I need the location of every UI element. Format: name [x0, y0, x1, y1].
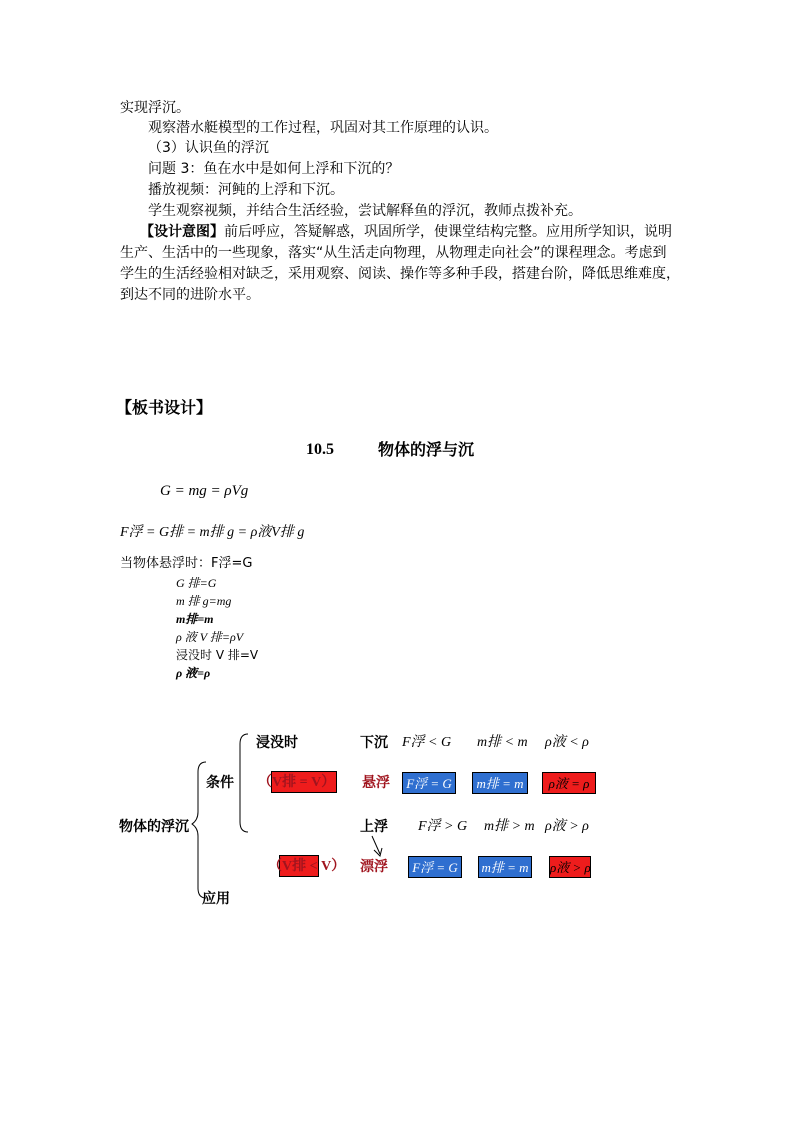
paragraph-line: 到达不同的进阶水平。	[120, 287, 260, 303]
rise-density: ρ液 > ρ	[545, 819, 589, 834]
paragraph-line: 实现浮沉。	[120, 100, 190, 116]
derivation-step: G 排=G	[176, 576, 217, 590]
derivation-step: m排=m	[176, 612, 214, 626]
section-title: 【板书设计】	[116, 398, 213, 417]
state-float: 漂浮	[360, 859, 388, 875]
condition-label: 条件	[206, 775, 234, 791]
formula-buoyancy: F浮 = G排 = m排 g = ρ液V排 g	[120, 525, 305, 540]
design-intent-text: 前后呼应，答疑解惑，巩固所学，使课堂结构完整。应用所学知识，说明	[224, 224, 672, 240]
derivation-step: ρ 液 V 排=ρV	[176, 630, 244, 644]
condition-equal-text: （V排 = V）	[258, 775, 336, 790]
immersed-label: 浸没时	[256, 735, 298, 751]
state-suspend: 悬浮	[362, 775, 390, 791]
derivation-step: m 排 g=mg	[176, 594, 232, 608]
derivation-step: ρ 液=ρ	[176, 666, 211, 680]
paragraph-line: 播放视频：河鲀的上浮和下沉。	[148, 182, 344, 198]
suspend-intro: 当物体悬浮时：F浮=G	[120, 556, 253, 571]
state-rise: 上浮	[360, 819, 388, 835]
rise-mass: m排 > m	[484, 819, 535, 834]
float-density: ρ液 > ρ	[549, 856, 591, 878]
lesson-number: 10.5	[306, 441, 334, 458]
paragraph-line: 学生观察视频，并结合生活经验，尝试解释鱼的浮沉，教师点拨补充。	[148, 203, 582, 219]
application-label: 应用	[202, 891, 230, 907]
sink-force: F浮 < G	[402, 735, 452, 750]
suspend-force: F浮 = G	[402, 772, 456, 794]
sink-mass: m排 < m	[477, 735, 528, 750]
sink-density: ρ液 < ρ	[545, 735, 589, 750]
condition-less	[268, 856, 345, 877]
formula-gravity: G = mg = ρVg	[160, 483, 249, 499]
float-mass: m排 = m	[478, 856, 532, 878]
paragraph-line: 学生的生活经验相对缺乏，采用观察、阅读、操作等多种手段，搭建台阶，降低思维难度，	[120, 266, 680, 282]
lesson-title: 物体的浮与沉	[378, 440, 475, 459]
paragraph-line: 生产、生活中的一些现象，落实“从生活走向物理，从物理走向社会”的课程理念。考虑到	[120, 245, 667, 261]
float-force: F浮 = G	[408, 856, 462, 878]
design-intent-tag: 【设计意图】	[140, 224, 224, 240]
paragraph-line: 问题 3：鱼在水中是如何上浮和下沉的？	[148, 161, 400, 177]
suspend-mass: m排 = m	[472, 772, 528, 794]
paragraph-line: （3）认识鱼的浮沉	[148, 140, 269, 156]
diagram-root: 物体的浮沉	[119, 819, 189, 835]
state-sink: 下沉	[360, 735, 388, 751]
condition-equal	[258, 772, 335, 793]
derivation-step: 浸没时 V 排=V	[176, 648, 259, 662]
suspend-density: ρ液 = ρ	[542, 772, 596, 794]
condition-less-text: （V排 < V）	[268, 859, 346, 874]
paragraph-line: 观察潜水艇模型的工作过程，巩固对其工作原理的认识。	[148, 120, 498, 136]
rise-force: F浮 > G	[418, 819, 468, 834]
